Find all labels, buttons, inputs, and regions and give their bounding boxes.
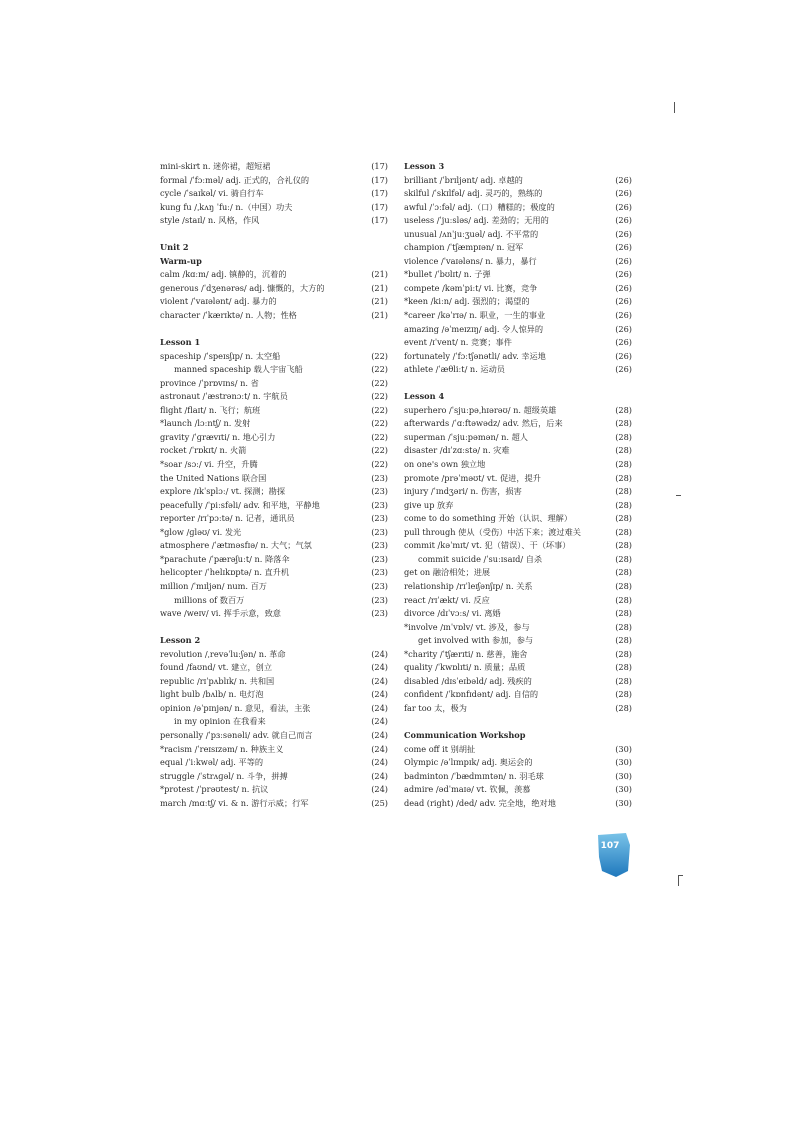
vocabulary-column-right [404,160,632,810]
vocab-entry [404,187,632,201]
heading-text: Lesson 4 [404,391,445,402]
page-reference: (23) [371,540,388,551]
vocabulary-column-left [160,160,388,810]
page-reference: (26) [615,242,632,253]
vocab-entry [160,648,388,662]
section-spacer [160,323,388,337]
vocab-entry [404,309,632,323]
vocab-entry [160,268,388,282]
vocab-entry [404,241,632,255]
heading-text: Warm-up [160,255,202,266]
page-reference: (26) [615,337,632,348]
page-reference: (26) [615,364,632,375]
page-reference: (26) [615,296,632,307]
vocab-word: useless /ˈjuːsləs/ adj. 差劲的；无用的 [404,215,549,226]
page-reference: (28) [615,662,632,673]
page-reference: (22) [371,431,388,442]
vocab-word: revolution /ˌrevəˈluːʃən/ n. 革命 [160,648,286,659]
vocab-entry [160,377,388,391]
vocab-entry [404,201,632,215]
vocab-entry [404,255,632,269]
page-reference: (26) [615,215,632,226]
page-reference: (23) [371,499,388,510]
section-heading [404,160,632,174]
vocab-word: province /ˈprɒvɪns/ n. 省 [160,377,259,388]
page-reference: (28) [615,486,632,497]
vocab-word: cycle /ˈsaɪkəl/ vi. 骑自行车 [160,188,264,199]
page-reference: (26) [615,188,632,199]
vocab-entry [404,675,632,689]
vocab-entry [404,323,632,337]
vocab-word: far too 太，极为 [404,702,467,713]
page-reference: (24) [371,770,388,781]
vocab-word: badminton /ˈbædmɪntən/ n. 羽毛球 [404,770,544,781]
vocab-word: event /ɪˈvent/ n. 竞赛；事件 [404,337,512,348]
vocab-word: champion /ˈtʃæmpɪən/ n. 冠军 [404,242,524,253]
vocab-word: light bulb /bʌlb/ n. 电灯泡 [160,689,264,700]
vocab-entry [160,688,388,702]
page-reference: (22) [371,445,388,456]
vocab-entry [404,526,632,540]
page-reference: (28) [615,702,632,713]
vocab-entry [404,214,632,228]
vocab-entry [160,607,388,621]
vocab-entry [404,783,632,797]
vocab-word: on one's own 独立地 [404,459,486,470]
vocab-entry [404,404,632,418]
section-heading [160,336,388,350]
page-reference: (25) [371,797,388,808]
page-reference: (22) [371,377,388,388]
vocab-entry [160,363,388,377]
vocab-entry [160,783,388,797]
vocab-word: manned spaceship 载人宇宙飞船 [174,364,303,375]
vocab-entry [160,526,388,540]
page-reference: (26) [615,282,632,293]
vocab-entry [404,350,632,364]
vocab-word: *career /kəˈrɪə/ n. 职业，一生的事业 [404,310,546,321]
vocab-word: wave /weɪv/ vi. 挥手示意，致意 [160,608,281,619]
vocab-entry [404,444,632,458]
page-reference: (23) [371,486,388,497]
vocab-entry [404,539,632,553]
vocab-word: *glow /ɡləʊ/ vi. 发光 [160,526,242,537]
vocab-word: reporter /rɪˈpɔːtə/ n. 记者，通讯员 [160,513,295,524]
page-reference: (21) [371,310,388,321]
vocab-entry [404,485,632,499]
section-spacer [404,377,632,391]
page-reference: (21) [371,282,388,293]
page-reference: (28) [615,648,632,659]
vocab-word: flight /flaɪt/ n. 飞行；航班 [160,404,261,415]
vocab-word: *parachute /ˈpærəʃuːt/ n. 降落伞 [160,553,290,564]
crop-mark-middle [676,495,681,496]
page-reference: (28) [615,431,632,442]
page-reference: (28) [615,675,632,686]
heading-text: Lesson 2 [160,635,201,646]
vocab-word: disabled /dɪsˈeɪbəld/ adj. 残疾的 [404,675,532,686]
vocab-word: astronaut /ˈæstrənɔːt/ n. 宇航员 [160,391,288,402]
page-reference: (22) [371,404,388,415]
page-reference: (28) [615,513,632,524]
vocab-word: amazing /əˈmeɪzɪŋ/ adj. 令人惊异的 [404,323,544,334]
vocab-word: unusual /ʌnˈjuːʒuəl/ adj. 不平常的 [404,228,539,239]
vocab-word: generous /ˈdʒenərəs/ adj. 慷慨的，大方的 [160,282,325,293]
page-reference: (23) [371,526,388,537]
vocab-entry [404,661,632,675]
vocab-word: afterwards /ˈɑːftəwədz/ adv. 然后，后来 [404,418,563,429]
page-reference: (28) [615,445,632,456]
vocab-entry [160,404,388,418]
page-reference: (28) [615,608,632,619]
page-reference: (23) [371,553,388,564]
heading-text: Lesson 3 [404,161,445,171]
page-reference: (24) [371,784,388,795]
vocab-word: superhero /ˈsjuːpəˌhɪərəʊ/ n. 超级英雄 [404,404,557,415]
vocab-word: gravity /ˈɡrævɪti/ n. 地心引力 [160,431,276,442]
vocab-word: march /mɑːtʃ/ vi. & n. 游行示威；行军 [160,797,309,808]
vocab-entry [160,512,388,526]
vocab-word: kung fu /ˌkʌŋ ˈfuː/ n.（中国）功夫 [160,201,293,212]
page-reference: (30) [615,770,632,781]
vocab-entry [404,770,632,784]
vocab-word: mini-skirt n. 迷你裙，超短裙 [160,161,271,171]
vocab-word: fortunately /ˈfɔːtʃənətli/ adv. 幸运地 [404,350,546,361]
vocab-word: dead (right) /ded/ adv. 完全地，绝对地 [404,797,556,808]
vocab-word: admire /ədˈmaɪə/ vt. 钦佩，羡慕 [404,784,531,795]
page-reference: (28) [615,418,632,429]
vocab-entry [404,580,632,594]
vocab-entry [404,621,632,635]
vocab-entry [160,797,388,811]
vocab-word: formal /ˈfɔːməl/ adj. 正式的，合礼仪的 [160,174,310,185]
vocab-word: *keen /kiːn/ adj. 强烈的；渴望的 [404,296,530,307]
vocab-word: spaceship /ˈspeɪsʃɪp/ n. 太空船 [160,350,281,361]
page-reference: (26) [615,350,632,361]
vocab-entry [404,688,632,702]
page-reference: (30) [615,757,632,768]
page-reference: (26) [615,255,632,266]
vocab-entry [160,295,388,309]
vocab-word: superman /ˈsjuːpəmən/ n. 超人 [404,431,528,442]
vocab-word: athlete /ˈæθliːt/ n. 运动员 [404,364,505,375]
page-tab-shape [596,833,632,877]
vocab-entry [160,729,388,743]
vocab-word: *bullet /ˈbʊlɪt/ n. 子弹 [404,269,491,280]
vocab-word: republic /rɪˈpʌblɪk/ n. 共和国 [160,675,275,686]
vocab-entry [404,268,632,282]
section-heading [404,729,632,743]
vocab-word: peacefully /ˈpiːsfəli/ adv. 和平地，平静地 [160,499,320,510]
vocab-entry [404,566,632,580]
vocab-word: atmosphere /ˈætməsfɪə/ n. 大气；气氛 [160,540,312,551]
page-reference: (17) [371,161,388,171]
page-reference: (21) [371,296,388,307]
vocab-entry [160,282,388,296]
heading-text: Communication Workshop [404,729,526,740]
heading-text: Unit 2 [160,242,189,253]
page-reference: (22) [371,459,388,470]
vocab-word: get on 融洽相处；进展 [404,567,491,578]
vocab-entry [160,444,388,458]
page-reference: (28) [615,540,632,551]
page-reference: (30) [615,784,632,795]
vocab-entry [404,282,632,296]
vocab-entry [404,363,632,377]
vocab-entry [160,594,388,608]
vocab-word: violence /ˈvaɪələns/ n. 暴力，暴行 [404,255,537,266]
vocab-entry [404,594,632,608]
heading-text: Lesson 1 [160,337,201,348]
vocab-word: style /staɪl/ n. 风格，作风 [160,215,260,226]
page-reference: (28) [615,580,632,591]
vocab-entry [160,485,388,499]
vocab-word: million /ˈmɪljən/ num. 百万 [160,580,267,591]
vocab-entry [160,458,388,472]
page-reference: (28) [615,472,632,483]
vocab-word: quality /ˈkwɒlɪti/ n. 质量；品质 [404,662,526,673]
vocab-word: opinion /əˈpɪnjən/ n. 意见，看法，主张 [160,702,311,713]
vocab-word: helicopter /ˈhelɪkɒptə/ n. 直升机 [160,567,290,578]
page-reference: (17) [371,215,388,226]
vocab-word: skilful /ˈskɪlfəl/ adj. 灵巧的，熟练的 [404,188,543,199]
vocab-word: promote /prəˈməʊt/ vt. 促进，提升 [404,472,541,483]
vocab-entry [160,539,388,553]
vocab-entry [404,228,632,242]
page-reference: (22) [371,391,388,402]
page-reference: (28) [615,553,632,564]
vocab-word: explore /ɪkˈsplɔː/ vt. 探测；勘探 [160,486,286,497]
vocab-word: awful /ˈɔːfəl/ adj.（口）糟糕的；极度的 [404,201,555,212]
vocab-entry [404,743,632,757]
vocab-word: come to do something 开始（认识、理解） [404,513,573,524]
vocab-word: millions of 数百万 [174,594,245,605]
page-number: 107 [600,841,620,851]
vocab-entry [404,634,632,648]
page-reference: (24) [371,675,388,686]
section-heading [160,241,388,255]
vocab-entry [160,499,388,513]
section-heading [160,634,388,648]
page-reference: (30) [615,797,632,808]
vocab-entry [160,214,388,228]
page-reference: (30) [615,743,632,754]
vocab-word: the United Nations 联合国 [160,472,267,483]
page-reference: (23) [371,594,388,605]
vocab-entry [404,553,632,567]
page-reference: (26) [615,310,632,321]
vocab-word: give up 放弃 [404,499,454,510]
page-reference: (26) [615,174,632,185]
vocab-word: character /ˈkærɪktə/ n. 人物；性格 [160,310,297,321]
page-number-tab [596,833,632,877]
page-reference: (26) [615,201,632,212]
page-reference: (22) [371,418,388,429]
vocab-word: disaster /dɪˈzɑːstə/ n. 灾难 [404,445,510,456]
page-reference: (26) [615,269,632,280]
page-reference: (21) [371,269,388,280]
vocab-word: *soar /sɔː/ vi. 升空，升腾 [160,459,258,470]
page-reference: (23) [371,513,388,524]
vocab-entry [404,431,632,445]
vocab-word: confident /ˈkɒnfɪdənt/ adj. 自信的 [404,689,539,700]
vocab-entry [160,770,388,784]
vocab-word: violent /ˈvaɪələnt/ adj. 暴力的 [160,296,277,307]
vocab-entry [160,675,388,689]
vocab-word: *racism /ˈreɪsɪzəm/ n. 种族主义 [160,743,284,754]
page-reference: (28) [615,635,632,646]
vocab-entry [160,472,388,486]
vocab-entry [160,756,388,770]
vocab-entry [404,499,632,513]
vocab-entry [404,607,632,621]
vocab-entry [160,566,388,580]
vocab-word: commit suicide /ˈsuːɪsaɪd/ 自杀 [418,553,543,564]
vocab-entry [404,458,632,472]
vocab-entry [404,648,632,662]
vocab-word: *launch /lɔːntʃ/ n. 发射 [160,418,251,429]
vocab-word: injury /ˈɪndʒəri/ n. 伤害，损害 [404,486,522,497]
page-reference: (26) [615,228,632,239]
crop-mark-top [674,102,675,113]
vocab-entry [404,174,632,188]
vocab-word: come off it 别胡扯 [404,743,476,754]
page-reference: (22) [371,350,388,361]
vocab-entry [160,187,388,201]
page-reference: (28) [615,567,632,578]
vocab-entry [160,390,388,404]
page-reference: (24) [371,662,388,673]
vocab-word: calm /kɑːm/ adj. 镇静的，沉着的 [160,269,287,280]
section-spacer [160,228,388,242]
vocab-entry [160,160,388,174]
vocab-word: react /rɪˈækt/ vi. 反应 [404,594,490,605]
page-reference: (17) [371,201,388,212]
page-reference: (23) [371,580,388,591]
vocab-entry [160,553,388,567]
vocab-entry [404,797,632,811]
page-reference: (23) [371,608,388,619]
section-spacer [404,715,632,729]
page-reference: (28) [615,499,632,510]
page-reference: (26) [615,323,632,334]
vocab-entry [160,715,388,729]
vocab-entry [160,580,388,594]
vocab-word: rocket /ˈrɒkɪt/ n. 火箭 [160,445,247,456]
vocab-word: equal /ˈiːkwəl/ adj. 平等的 [160,757,264,768]
vocab-word: compete /kəmˈpiːt/ vi. 比赛，竞争 [404,282,538,293]
page-reference: (24) [371,757,388,768]
vocab-entry [160,417,388,431]
page-reference: (28) [615,404,632,415]
page-reference: (28) [615,526,632,537]
page-reference: (23) [371,472,388,483]
page-reference: (22) [371,364,388,375]
vocab-word: Olympic /əˈlɪmpɪk/ adj. 奥运会的 [404,757,533,768]
vocab-word: pull through 使从（受伤）中活下来；渡过难关 [404,526,581,537]
page-reference: (17) [371,188,388,199]
vocab-word: *charity /ˈtʃærɪti/ n. 慈善，施舍 [404,648,528,659]
page-reference: (24) [371,716,388,727]
vocab-entry [160,431,388,445]
vocab-entry [160,702,388,716]
page-reference: (24) [371,648,388,659]
vocab-entry [404,702,632,716]
page-reference: (28) [615,594,632,605]
vocab-entry [160,350,388,364]
vocab-entry [160,743,388,757]
vocab-entry [404,295,632,309]
page-reference: (28) [615,621,632,632]
page-reference: (24) [371,743,388,754]
vocab-entry [404,336,632,350]
vocab-entry [404,472,632,486]
section-spacer [160,621,388,635]
vocab-entry [404,512,632,526]
vocab-word: *involve /ɪnˈvɒlv/ vt. 涉及，参与 [404,621,530,632]
section-heading [404,390,632,404]
vocab-word: get involved with 参加，参与 [418,635,534,646]
section-heading [160,255,388,269]
page-reference: (23) [371,567,388,578]
vocab-word: brilliant /ˈbrɪljənt/ adj. 卓越的 [404,174,523,185]
page-reference: (17) [371,174,388,185]
page-reference: (28) [615,459,632,470]
vocab-entry [160,174,388,188]
vocab-entry [160,661,388,675]
vocab-entry [404,417,632,431]
crop-mark-bottom-arm [678,875,683,876]
page-reference: (24) [371,702,388,713]
vocab-entry [404,756,632,770]
page-reference: (24) [371,689,388,700]
vocab-word: divorce /dɪˈvɔːs/ vi. 离婚 [404,608,501,619]
vocab-word: *protest /ˈprəʊtest/ n. 抗议 [160,784,269,795]
vocab-word: struggle /ˈstrʌɡəl/ n. 斗争，拼搏 [160,770,288,781]
page-reference: (24) [371,729,388,740]
crop-mark-bottom [678,875,679,886]
vocab-word: in my opinion 在我看来 [174,716,266,727]
vocab-word: personally /ˈpɜːsənəli/ adv. 就自己而言 [160,729,313,740]
vocab-word: relationship /rɪˈleɪʃənʃɪp/ n. 关系 [404,580,533,591]
vocab-entry [160,309,388,323]
vocab-word: commit /kəˈmɪt/ vt. 犯（错误）、干（坏事） [404,540,571,551]
vocab-word: found /faʊnd/ vt. 建立，创立 [160,662,273,673]
vocab-entry [160,201,388,215]
page-reference: (28) [615,689,632,700]
